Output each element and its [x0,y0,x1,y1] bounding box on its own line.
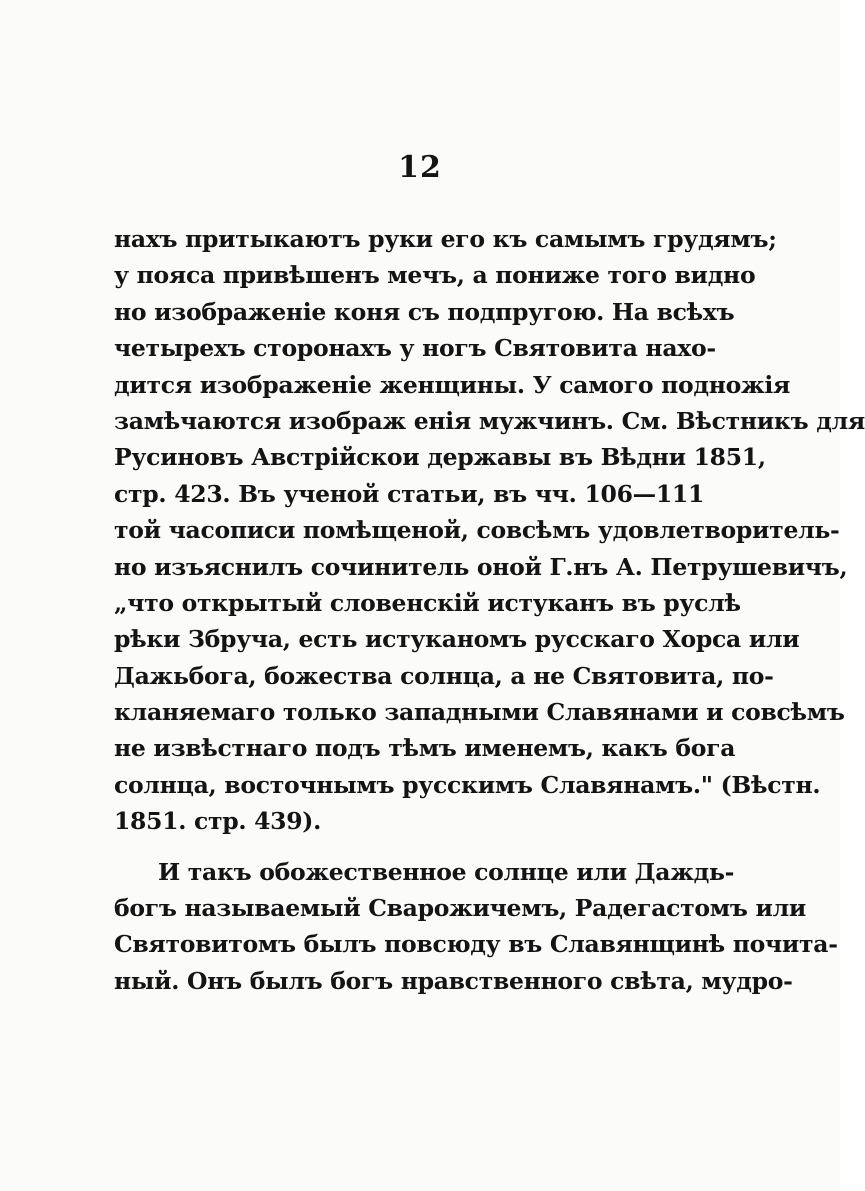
paragraph-2 [114,854,838,1000]
text-line: „что открытый словенскiй истуканъ въ руслѣ [114,588,741,617]
text-line: солнца, восточнымъ русскимъ Славянамъ." (Вѣстн. [114,770,821,799]
text-line: четырехъ сторонахъ у ногъ Святовита нахо- [114,334,716,363]
text-line: Дажьбога, божества солнца, а не Святовита, по- [114,661,774,690]
text-line: дится изображенiе женщины. У самого подножiя [114,370,791,399]
text-line: рѣки Збруча, есть истуканомъ русскаго Хорса или [114,625,800,654]
paragraph-1 [114,221,865,840]
text-line: И такъ обожественное солнце или Даждь- [158,857,735,886]
text-line: замѣчаются изображ енiя мужчинъ. См. Вѣстникъ для [114,406,865,435]
text-line: нахъ притыкаютъ руки его къ самымъ грудямъ; [114,225,777,253]
text-line: не извѣстнаго подъ тѣмъ именемъ, какъ бога [114,734,736,763]
text-line: у пояса привѣшенъ мечъ, а пониже того видно [114,261,756,290]
text-line: но изъяснилъ сочинитель оной Г.нъ А. Петрушевичъ, [114,552,848,581]
page-number: 12 [398,150,442,185]
text-line: богъ называемый Сварожичемъ, Радегастомъ или [114,894,807,923]
text-line: стр. 423. Въ ученой статьи, въ чч. 106—111 [114,479,704,508]
text-line: кланяемаго только западными Славянами и совсѣмъ [114,698,845,727]
text-line: но изображенiе коня съ подпругою. На всѣхъ [114,297,735,326]
text-line: ный. Онъ былъ богъ нравственного свѣта, мудро- [114,966,793,995]
text-line: Святовитомъ былъ повсюду въ Славянщинѣ почита- [114,930,838,959]
text-line: Русиновъ Австрiйскои державы въ Вѣдни 1851, [114,443,766,472]
body-text [114,221,865,999]
text-line: той часописи помѣщеной, совсѣмъ удовлетворитель- [114,516,840,545]
text-line: 1851. стр. 439). [114,807,321,836]
